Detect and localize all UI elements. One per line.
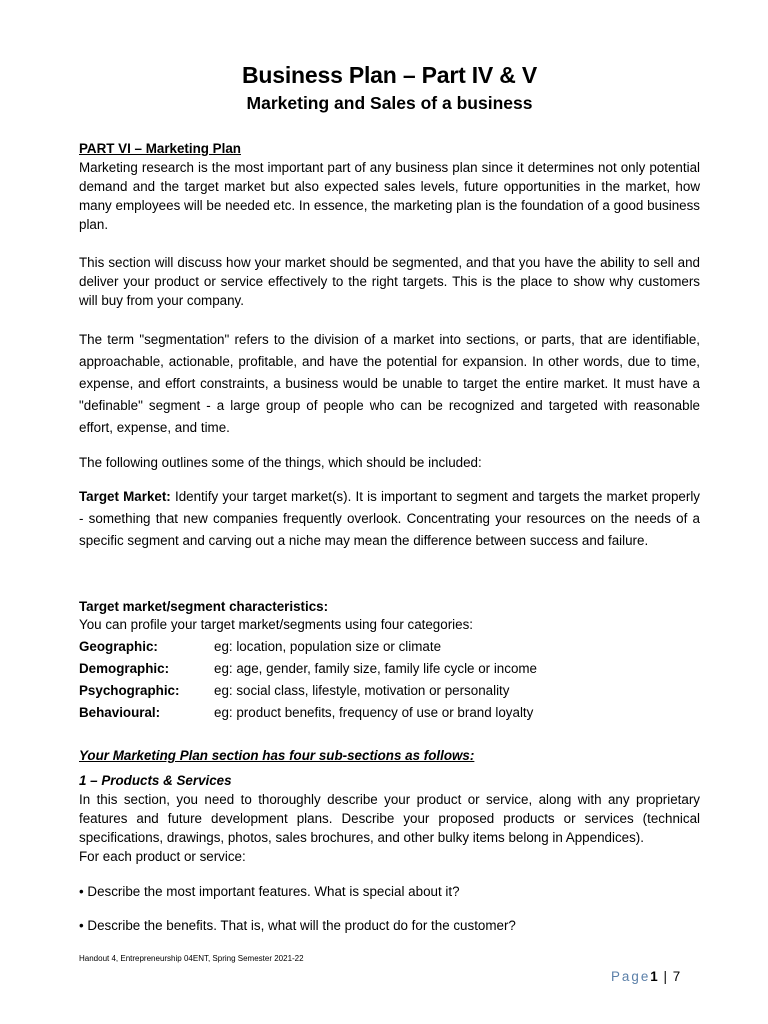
document-title: Business Plan – Part IV & V [242, 62, 537, 88]
subsection-1-text: In this section, you need to thoroughly describe your product or service, along with any proprietary features and future development plans. Describe your proposed products or services (technical specifications, drawings, photos, sales brochures, and other bulky items belong in Appendices). [79, 792, 700, 845]
segment-heading: Target market/segment characteristics: [79, 599, 329, 614]
paragraph-outline: The following outlines some of the things, which should be included: [79, 455, 482, 470]
subsection-1-heading: 1 – Products & Services [79, 773, 232, 788]
section-heading: PART VI – Marketing Plan [79, 141, 241, 156]
page-word: Page [611, 969, 651, 984]
page-total: 7 [672, 969, 681, 984]
category-label: Behavioural: [79, 705, 161, 720]
category-text: eg: age, gender, family size, family life cycle or income [214, 661, 538, 676]
page-number [611, 969, 680, 984]
category-label: Geographic: [79, 639, 158, 654]
segment-intro: You can profile your target market/segments using four categories: [79, 617, 473, 632]
paragraph-target-market [79, 486, 700, 552]
target-market-label: Target Market: [79, 489, 171, 504]
category-row [79, 659, 700, 678]
target-market-text: Identify your target market(s). It is important to segment and targets the market properly - something that new companies frequently overlook. Concentrating your resources on the needs of a specific segment and carving out a niche may mean the difference between success and failure. [79, 489, 700, 548]
category-text: eg: location, population size or climate [214, 639, 442, 654]
category-text: eg: social class, lifestyle, motivation or personality [214, 683, 510, 698]
category-label: Demographic: [79, 661, 170, 676]
page-separator: | [663, 969, 667, 984]
document-subtitle: Marketing and Sales of a business [246, 93, 533, 113]
category-text: eg: product benefits, frequency of use or brand loyalty [214, 705, 534, 720]
subsections-heading: Your Marketing Plan section has four sub-sections as follows: [79, 748, 475, 763]
bullet-benefits: • Describe the benefits. That is, what will the product do for the customer? [79, 918, 516, 933]
paragraph-segmentation: The term "segmentation" refers to the division of a market into sections, or parts, that are identifiable, approachable, actionable, profitable, and have the potential for expansion. In other words, due to time, expense, and effort constraints, a business would be unable to target the entire market. It must have a "definable" segment - a large group of people who can be recognized and targeted with reasonable effort, expense, and time. [79, 332, 700, 435]
bullet-features: • Describe the most important features. What is special about it? [79, 884, 460, 899]
paragraph-marketing-research: Marketing research is the most important part of any business plan since it determines not only potential demand and the target market but also expected sales levels, future opportunities in the market, how many employees will be needed etc. In essence, the marketing plan is the foundation of a good business plan. [79, 160, 700, 232]
subsection-1-for-each: For each product or service: [79, 849, 246, 864]
category-row [79, 637, 700, 656]
page-current: 1 [650, 969, 658, 984]
category-row [79, 681, 700, 700]
paragraph-segmented: This section will discuss how your market should be segmented, and that you have the ability to sell and deliver your product or service effectively to the right targets. This is the place to show why customers will buy from your company. [79, 255, 700, 308]
category-row [79, 703, 700, 722]
category-label: Psychographic: [79, 683, 180, 698]
page-footer: Handout 4, Entrepreneurship 04ENT, Spring Semester 2021-22 [79, 954, 304, 963]
